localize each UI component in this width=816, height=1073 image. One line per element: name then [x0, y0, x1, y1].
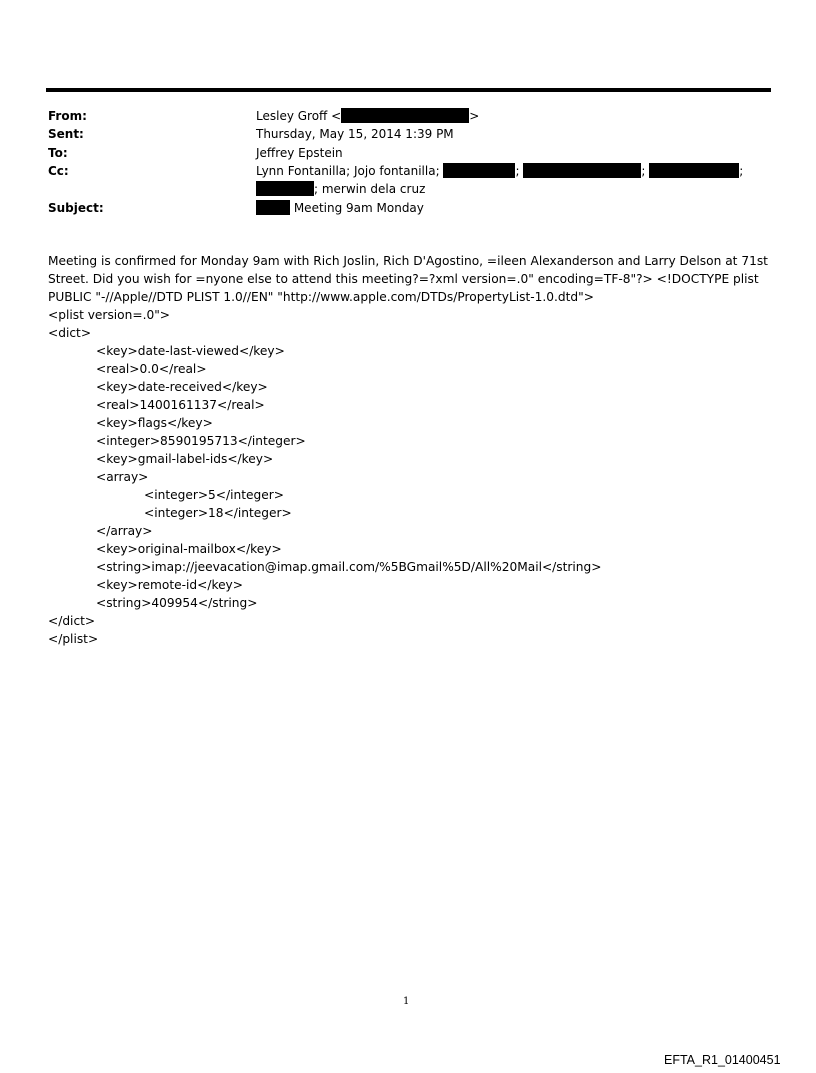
code-line: <dict> [48, 326, 92, 340]
redaction-block [256, 181, 314, 196]
subject-value [256, 199, 424, 217]
subject-text: Meeting 9am Monday [293, 201, 424, 215]
page-number: 1 [403, 996, 410, 1007]
cc-value-line1 [256, 162, 743, 180]
cc-names: Lynn Fontanilla; Jojo fontanilla; [256, 164, 440, 178]
code-line: <string>409954</string> [96, 596, 258, 610]
cc-separator: ; [641, 164, 646, 178]
code-line: <real>1400161137</real> [96, 398, 265, 412]
from-value [256, 107, 479, 125]
to-value: Jeffrey Epstein [256, 146, 343, 160]
sent-value: Thursday, May 15, 2014 1:39 PM [256, 127, 454, 141]
sent-label: Sent: [48, 127, 84, 141]
redaction-block [341, 108, 469, 123]
from-close: > [469, 109, 480, 123]
code-line: <key>remote-id</key> [96, 578, 243, 592]
document-id: EFTA_R1_01400451 [664, 1053, 781, 1067]
code-line: </plist> [48, 632, 99, 646]
cc-separator: ; [515, 164, 520, 178]
code-line: <integer>5</integer> [144, 488, 284, 502]
code-line: <key>date-last-viewed</key> [96, 344, 285, 358]
header-rule [46, 88, 771, 92]
subject-label: Subject: [48, 201, 104, 215]
cc-separator: ; [739, 164, 744, 178]
code-line: <array> [96, 470, 149, 484]
cc-names-line2: ; merwin dela cruz [314, 182, 426, 196]
to-label: To: [48, 146, 68, 160]
code-line: <plist version=.0"> [48, 308, 171, 322]
email-body [48, 252, 768, 306]
from-label: From: [48, 109, 87, 123]
code-line: </dict> [48, 614, 96, 628]
code-line: <key>original-mailbox</key> [96, 542, 282, 556]
cc-label: Cc: [48, 164, 69, 178]
code-line: </array> [96, 524, 153, 538]
code-line: <real>0.0</real> [96, 362, 207, 376]
redaction-block [523, 163, 641, 178]
redaction-block [443, 163, 515, 178]
body-paragraph: Meeting is confirmed for Monday 9am with Rich Joslin, Rich D'Agostino, =ileen Alexanderson and Larry Delson at 71st Street. Did you wish for =nyone else to attend this meeting?=?xml version=.0" encoding=TF-8"?> <!DOCTYPE plist PUBLIC "-//Apple//DTD PLIST 1.0//EN" "http://www.apple.com/DTDs/PropertyList-1.0.dtd"> [48, 254, 768, 304]
code-line: <key>gmail-label-ids</key> [96, 452, 274, 466]
code-line: <key>flags</key> [96, 416, 213, 430]
redaction-block [256, 200, 290, 215]
code-line: <integer>18</integer> [144, 506, 292, 520]
from-name: Lesley Groff < [256, 109, 342, 123]
code-line: <integer>8590195713</integer> [96, 434, 306, 448]
code-line: <key>date-received</key> [96, 380, 268, 394]
cc-value-line2 [256, 180, 425, 198]
code-line: <string>imap://jeevacation@imap.gmail.com/%5BGmail%5D/All%20Mail</string> [96, 560, 602, 574]
redaction-block [649, 163, 739, 178]
